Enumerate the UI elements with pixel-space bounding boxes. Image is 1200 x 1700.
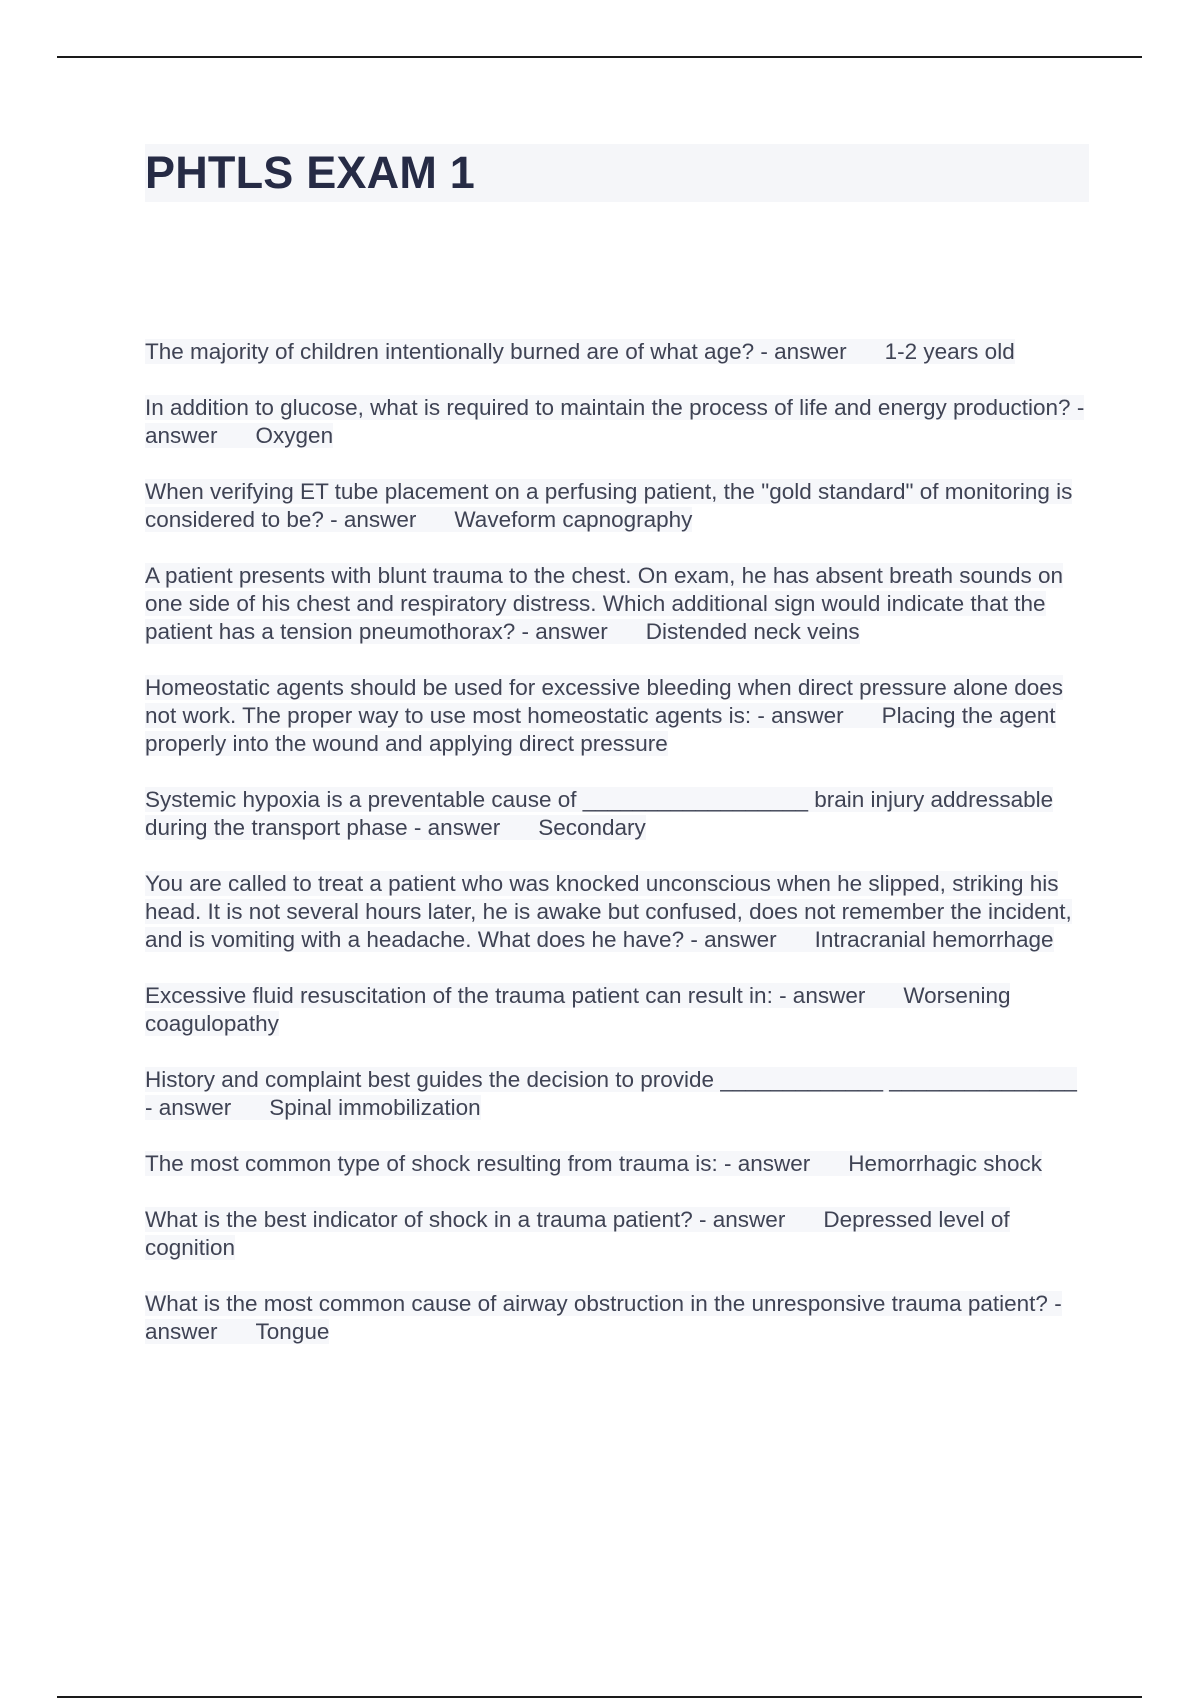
qa-item [145,562,1085,646]
answer-text: Depressed level of cognition [145,1207,1010,1260]
question-text: The majority of children intentionally burned are of what age? - answer [145,339,847,364]
question-text: A patient presents with blunt trauma to the chest. On exam, he has absent breath sounds on one side of his chest and respiratory distress. Which additional sign would indicate that the patient has a tension pneumothorax? - answer [145,563,1064,644]
qa-item [145,982,1085,1038]
answer-text: Tongue [255,1319,330,1344]
top-rule [57,56,1142,58]
answer-text: Distended neck veins [645,619,860,644]
qa-item [145,786,1085,842]
qa-item [145,870,1085,954]
question-text: Homeostatic agents should be used for excessive bleeding when direct pressure alone does not work. The proper way to use most homeostatic agents is: - answer [145,675,1064,728]
qa-item [145,674,1085,758]
answer-text: Hemorrhagic shock [848,1151,1043,1176]
question-text: History and complaint best guides the decision to provide _____________ _______________ - answer [145,1067,1077,1120]
qa-item [145,1206,1085,1262]
answer-text: Intracranial hemorrhage [814,927,1054,952]
bottom-rule [57,1696,1142,1698]
answer-text: Oxygen [255,423,334,448]
question-text: In addition to glucose, what is required to maintain the process of life and energy production? - answer [145,395,1085,448]
question-text: When verifying ET tube placement on a perfusing patient, the "gold standard" of monitoring is considered to be? - answer [145,479,1073,532]
qa-list [145,338,1085,1374]
answer-text: Secondary [538,815,646,840]
qa-item [145,1150,1085,1178]
question-text: What is the most common cause of airway obstruction in the unresponsive trauma patient? - answer [145,1291,1062,1344]
question-text: You are called to treat a patient who was knocked unconscious when he slipped, striking his head. It is not several hours later, he is awake but confused, does not remember the incident, and is vomiting with a headache. What does he have? - answer [145,871,1072,952]
answer-text: Spinal immobilization [269,1095,481,1120]
qa-item [145,478,1085,534]
question-text: Excessive fluid resuscitation of the trauma patient can result in: - answer [145,983,866,1008]
answer-text: 1-2 years old [884,339,1015,364]
qa-item [145,1290,1085,1346]
page-title: PHTLS EXAM 1 [145,147,475,198]
question-text: Systemic hypoxia is a preventable cause of __________________ brain injury addressable during the transport phase - answer [145,787,1054,840]
qa-item [145,338,1085,366]
question-text: What is the best indicator of shock in a trauma patient? - answer [145,1207,786,1232]
qa-item [145,394,1085,450]
answer-text: Waveform capnography [454,507,693,532]
answer-text: Worsening coagulopathy [145,983,1011,1036]
question-text: The most common type of shock resulting from trauma is: - answer [145,1151,811,1176]
qa-item [145,1066,1085,1122]
answer-text: Placing the agent properly into the wound and applying direct pressure [145,703,1056,756]
